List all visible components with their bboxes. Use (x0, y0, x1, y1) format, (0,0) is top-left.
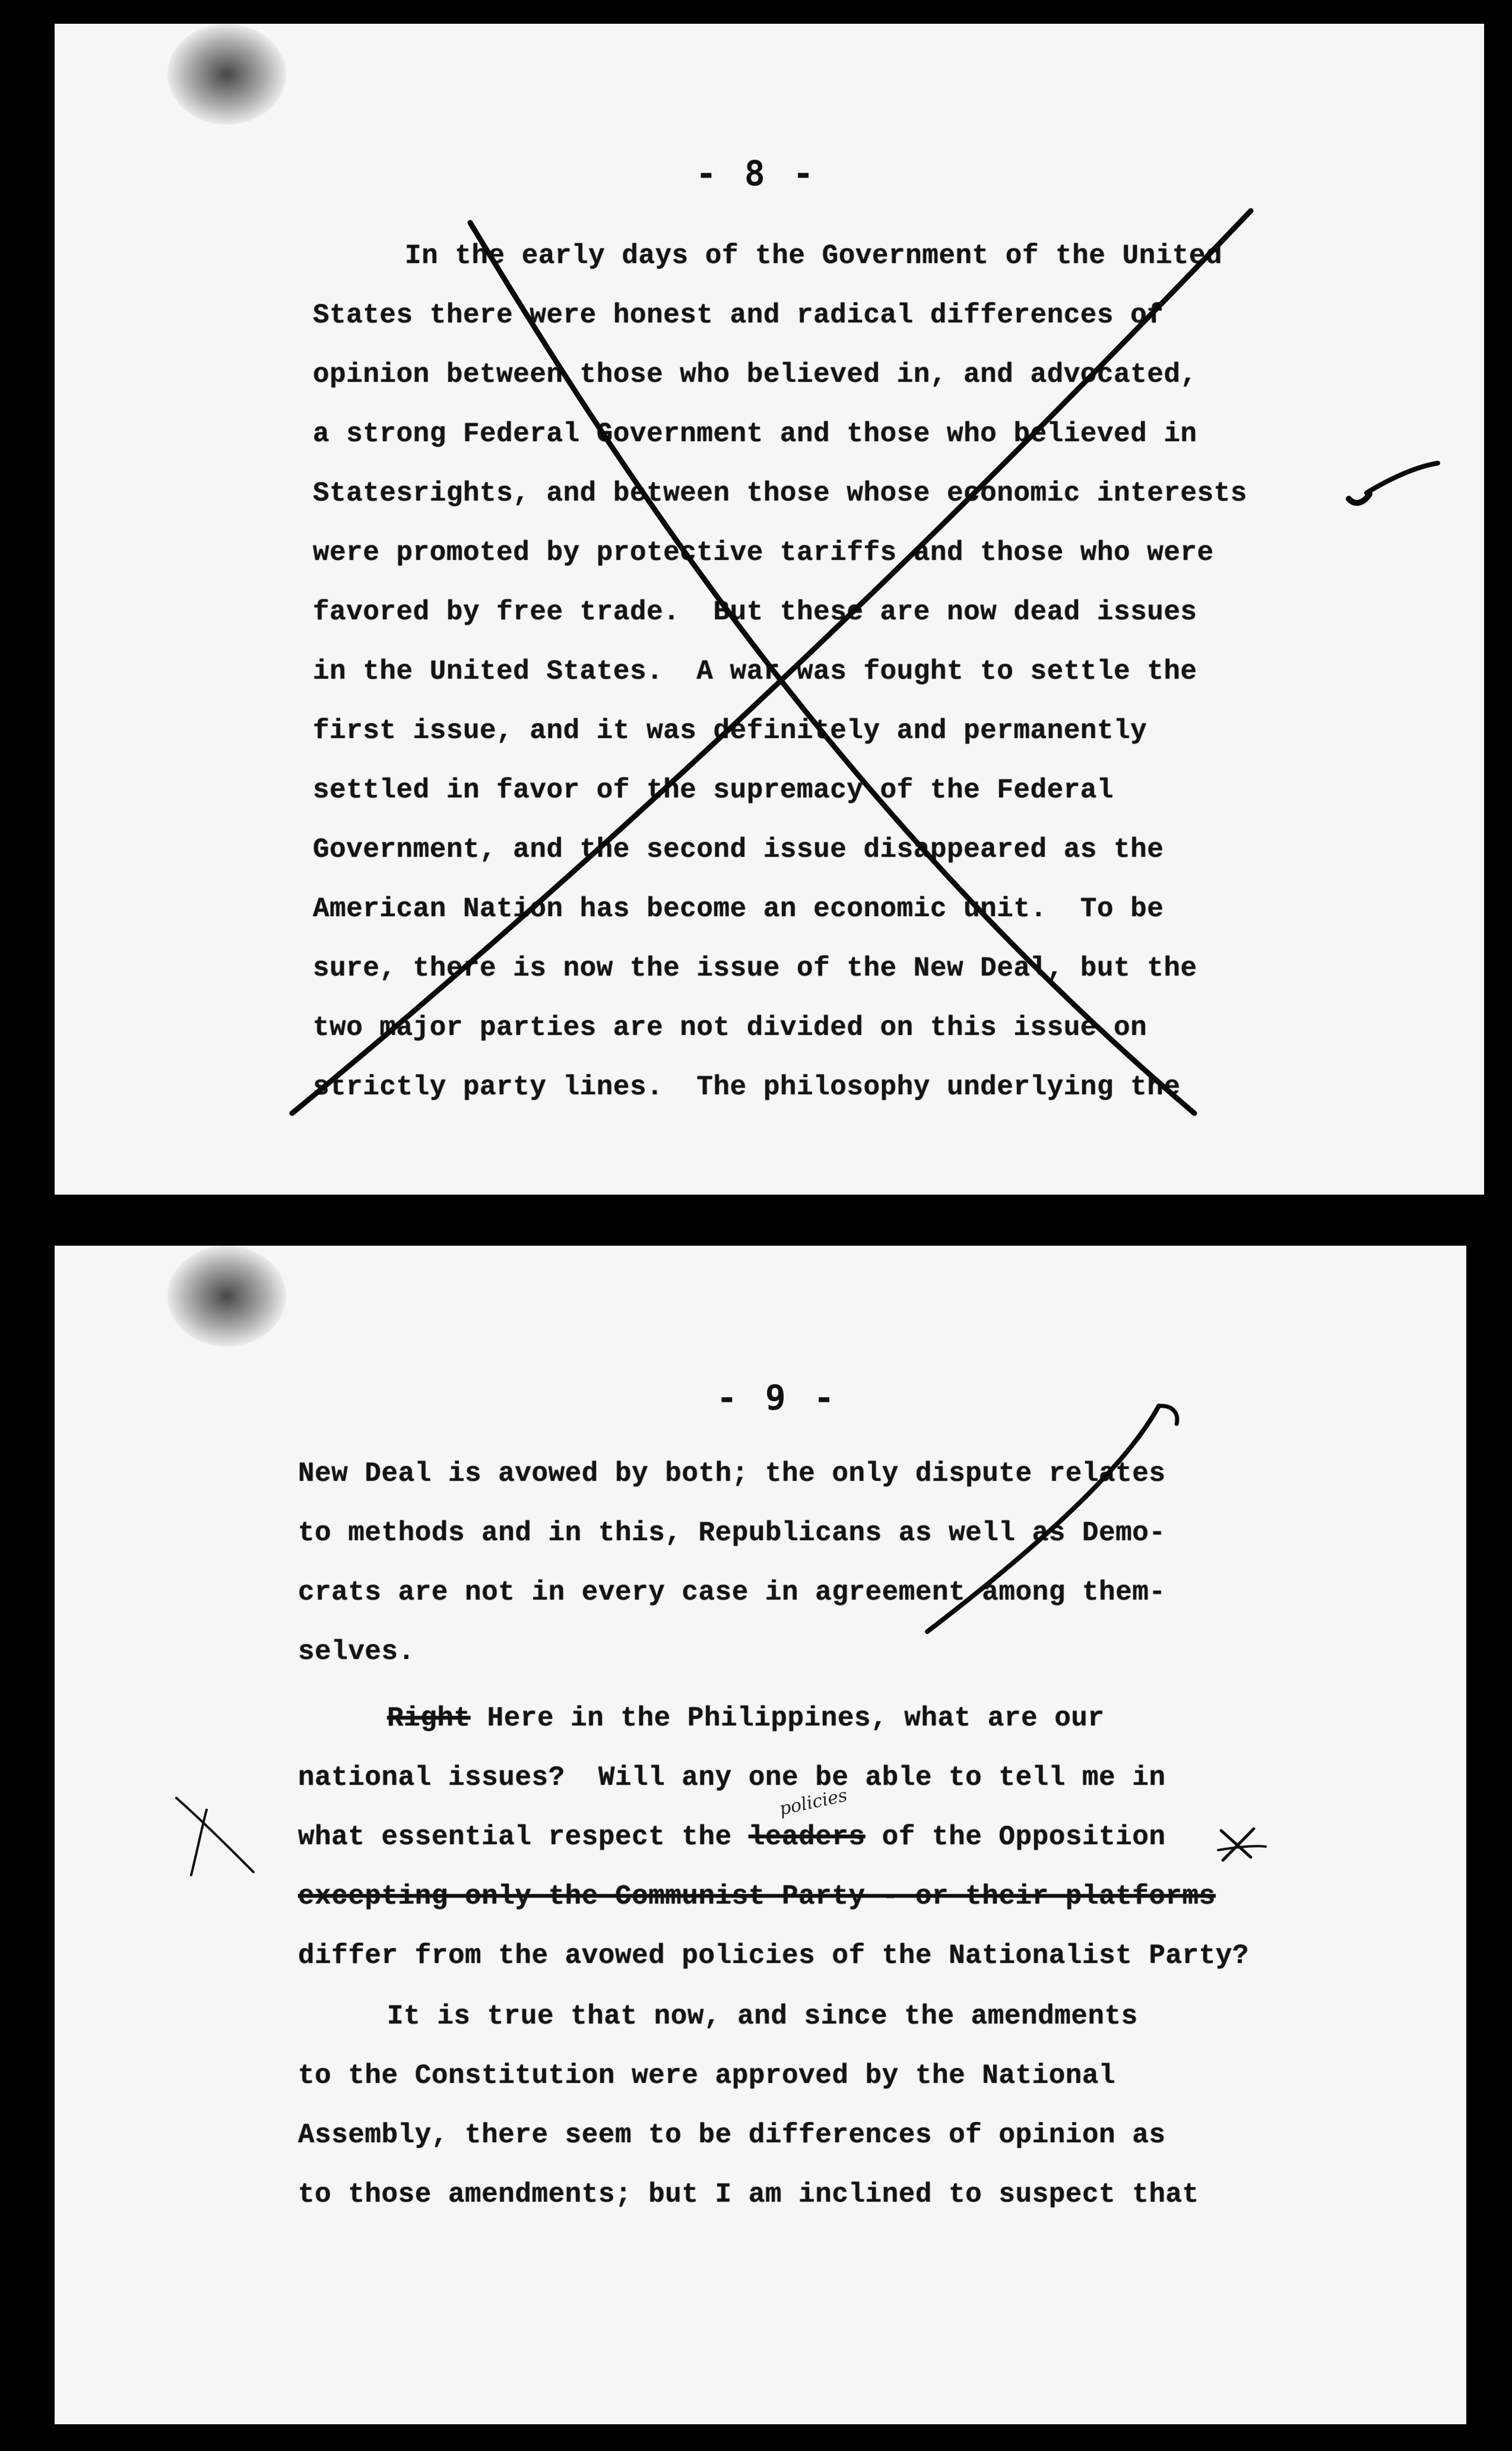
text-line: American Nation has become an economic unit. To be (313, 894, 1164, 924)
text-line (298, 1822, 1165, 1852)
page-number: - 9 - (717, 1378, 838, 1418)
text-line: a strong Federal Government and those who believed in (313, 419, 1197, 449)
text-line: crats are not in every case in agreement among them- (298, 1577, 1166, 1608)
text-line: to those amendments; but I am inclined to suspect that (298, 2179, 1199, 2210)
text-line: Statesrights, and between those whose economic interests (313, 478, 1247, 509)
text-line: differ from the avowed policies of the Nationalist Party? (298, 1940, 1249, 1971)
text-line: two major parties are not divided on this issue on (313, 1012, 1148, 1043)
text-line: in the United States. A war was fought to settle the (313, 656, 1197, 687)
text-line: Assembly, there seem to be differences of opinion as (298, 2120, 1166, 2151)
struck-line: excepting only the Communist Party - or their platforms (298, 1881, 1216, 1912)
text-line: national issues? Will any one be able to tell me in (298, 1762, 1166, 1793)
text-line: selves. (298, 1636, 415, 1667)
text-line: to the Constitution were approved by the National (298, 2060, 1116, 2091)
struck-word: Right (387, 1703, 471, 1734)
text-line: New Deal is avowed by both; the only dispute relates (298, 1458, 1166, 1489)
text-line: Government, and the second issue disappeared as the (313, 834, 1164, 865)
text-line: settled in favor of the supremacy of the Federal (313, 775, 1114, 806)
text-span: of the Opposition (865, 1822, 1166, 1852)
page-text-block (55, 24, 1484, 1195)
text-line: In the early days of the Government of the United (405, 240, 1223, 271)
text-line (387, 1703, 1105, 1734)
text-line: It is true that now, and since the amendments (387, 2001, 1138, 2032)
text-line: favored by free trade. But these are now dead issues (313, 597, 1197, 628)
document-page-9 (55, 1246, 1466, 2424)
text-line: States there were honest and radical differences of (313, 300, 1164, 331)
text-span: what essential respect the (298, 1822, 749, 1852)
text-line: strictly party lines. The philosophy underlying the (313, 1072, 1181, 1103)
page-text-block (55, 1246, 1466, 2424)
struck-word: leaders (748, 1822, 866, 1852)
text-line: were promoted by protective tariffs and those who were (313, 537, 1214, 568)
text-line: opinion between those who believed in, and advocated, (313, 359, 1197, 390)
handwritten-insert: policies (777, 1785, 849, 1820)
text-line: to methods and in this, Republicans as well as Demo- (298, 1518, 1166, 1548)
page-number: - 8 - (696, 153, 817, 194)
text-line: sure, there is now the issue of the New Deal, but the (313, 953, 1197, 984)
document-page-8 (55, 24, 1484, 1195)
text-span: Here in the Philippines, what are our (470, 1703, 1105, 1734)
text-line: first issue, and it was definitely and permanently (313, 715, 1148, 746)
